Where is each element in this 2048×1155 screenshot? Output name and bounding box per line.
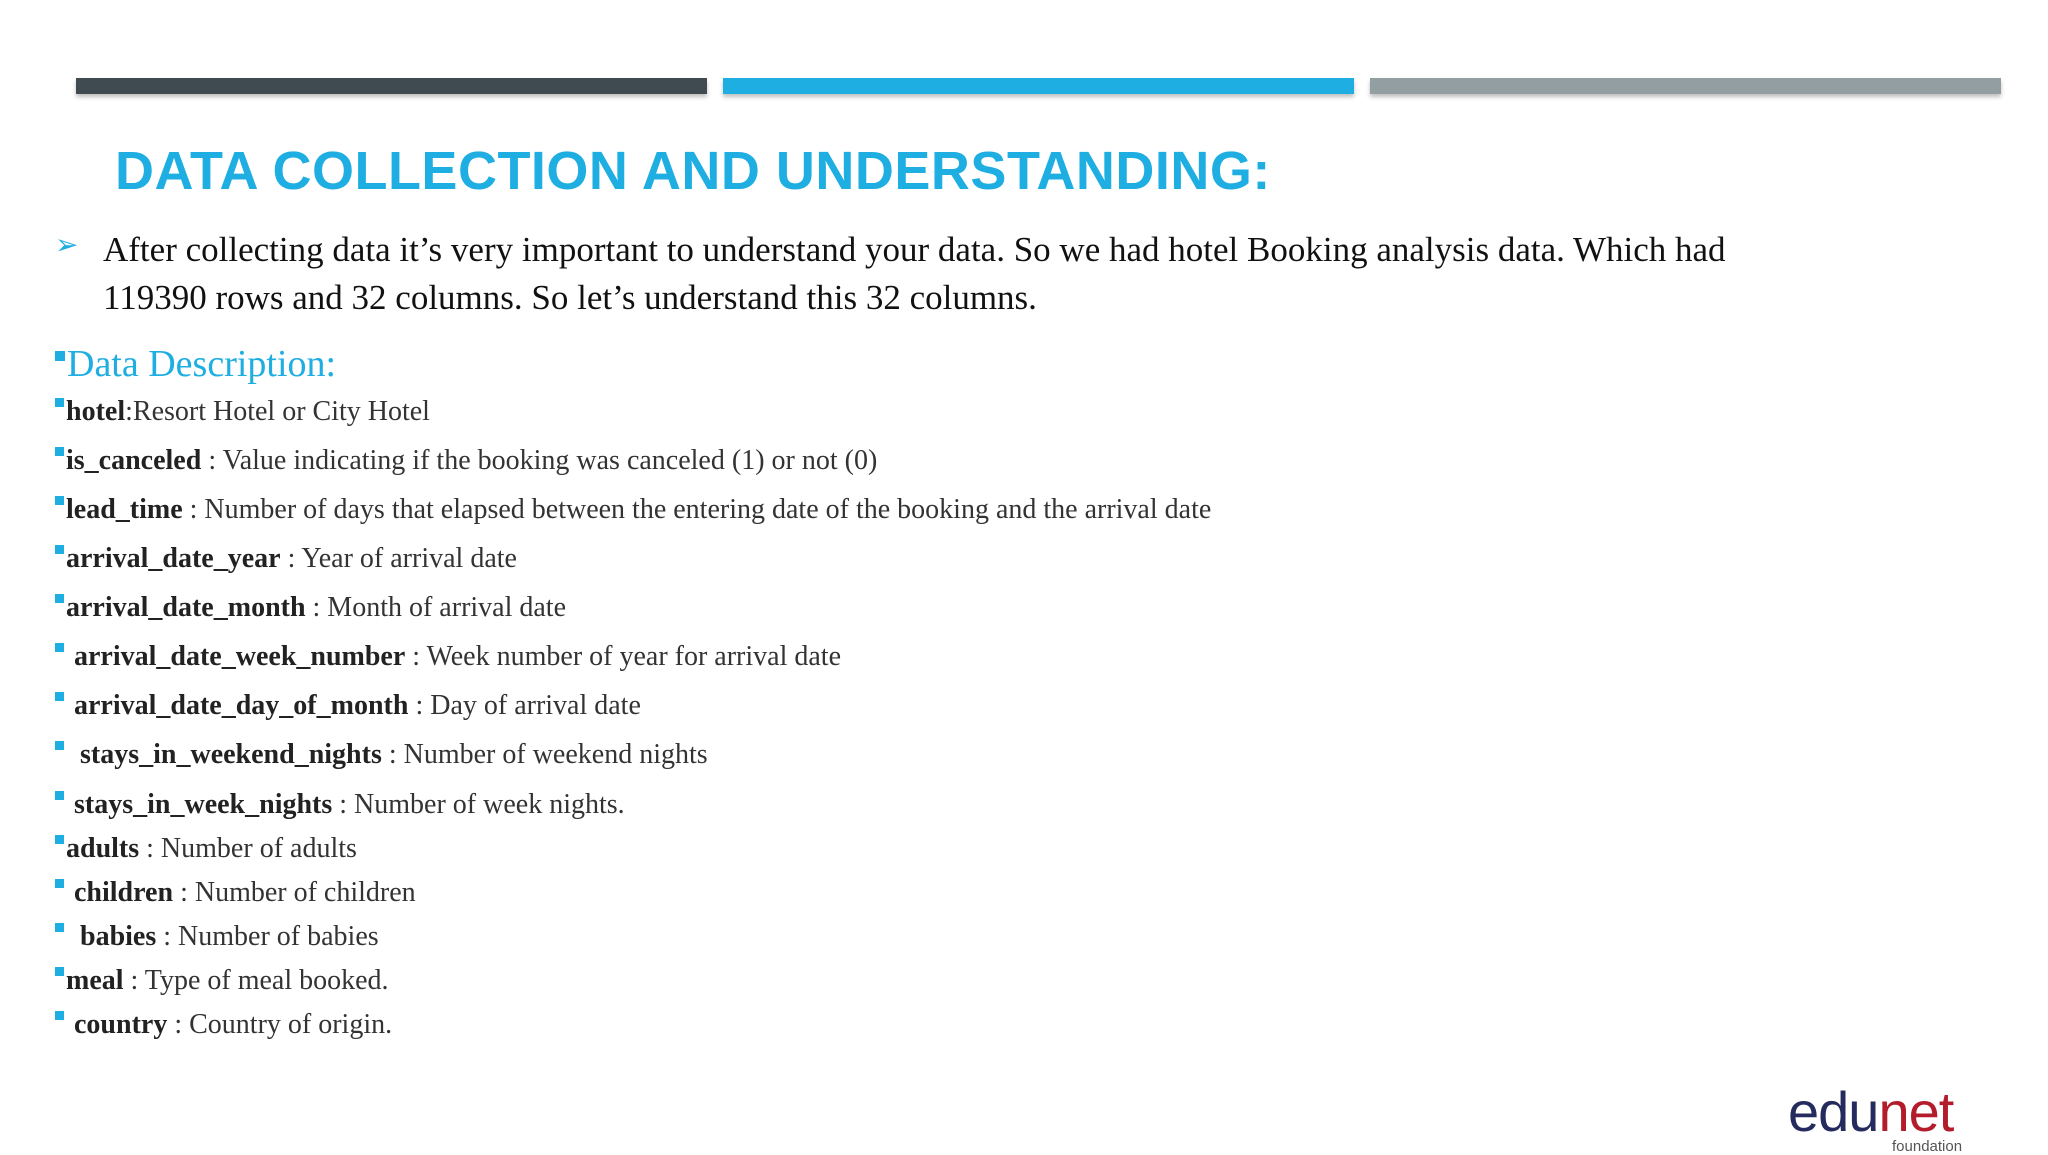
column-name: babies xyxy=(80,921,157,952)
column-name: is_canceled xyxy=(66,445,202,476)
intro-bullet xyxy=(55,226,1815,322)
list-item xyxy=(55,396,430,428)
column-name: lead_time xyxy=(66,494,183,525)
square-bullet-icon xyxy=(55,545,64,554)
list-item xyxy=(55,592,566,624)
column-name: arrival_date_month xyxy=(66,592,306,623)
data-description-label: Data Description: xyxy=(67,343,337,385)
list-item xyxy=(55,833,357,865)
header-bar-dark xyxy=(76,78,707,94)
column-desc: :Resort Hotel or City Hotel xyxy=(125,396,430,427)
list-item xyxy=(55,965,389,997)
square-bullet-icon xyxy=(55,692,64,701)
column-name: country xyxy=(74,1009,168,1040)
column-desc: : Number of week nights. xyxy=(332,789,625,820)
column-desc: : Week number of year for arrival date xyxy=(405,641,841,672)
column-desc: : Month of arrival date xyxy=(305,592,567,623)
square-bullet-icon xyxy=(55,791,64,800)
column-name: arrival_date_year xyxy=(66,543,281,574)
logo-edu: edu xyxy=(1788,1080,1879,1143)
list-item xyxy=(55,690,641,722)
column-desc: : Number of weekend nights xyxy=(381,739,708,770)
square-bullet-icon xyxy=(55,741,64,750)
column-desc: : Value indicating if the booking was canceled (1) or not (0) xyxy=(201,445,878,476)
list-item xyxy=(55,543,517,575)
column-name: arrival_date_week_number xyxy=(74,641,406,672)
column-name: stays_in_weekend_nights xyxy=(80,739,382,770)
logo-wordmark xyxy=(1788,1080,1954,1143)
square-bullet-icon xyxy=(55,496,64,505)
list-item xyxy=(55,877,416,909)
square-bullet-icon xyxy=(55,923,64,932)
arrow-bullet-icon: ➢ xyxy=(55,228,79,261)
list-item xyxy=(55,641,841,673)
square-bullet-icon xyxy=(55,351,65,361)
column-desc: : Day of arrival date xyxy=(408,690,641,721)
column-desc: : Number of babies xyxy=(156,921,379,952)
header-bar-gray xyxy=(1370,78,2001,94)
logo-tagline: foundation xyxy=(1892,1138,1963,1155)
column-name: meal xyxy=(66,965,124,996)
column-desc: : Country of origin. xyxy=(167,1009,393,1040)
column-name: children xyxy=(74,877,174,908)
square-bullet-icon xyxy=(55,879,64,888)
column-name: adults xyxy=(66,833,140,864)
header-bar-blue xyxy=(723,78,1354,94)
square-bullet-icon xyxy=(55,398,64,407)
column-name: hotel xyxy=(66,396,126,427)
logo-net: net xyxy=(1878,1080,1954,1143)
square-bullet-icon xyxy=(55,1011,64,1020)
list-item xyxy=(55,921,379,953)
column-desc: : Number of children xyxy=(173,877,416,908)
slide-title: DATA COLLECTION AND UNDERSTANDING: xyxy=(115,141,1271,201)
column-desc: : Number of adults xyxy=(139,833,357,864)
square-bullet-icon xyxy=(55,447,64,456)
column-name: stays_in_week_nights xyxy=(74,789,333,820)
column-desc: : Year of arrival date xyxy=(280,543,517,574)
square-bullet-icon xyxy=(55,967,64,976)
square-bullet-icon xyxy=(55,835,64,844)
column-desc: : Type of meal booked. xyxy=(123,965,389,996)
list-item xyxy=(55,445,877,477)
column-name: arrival_date_day_of_month xyxy=(74,690,409,721)
square-bullet-icon xyxy=(55,643,64,652)
list-item xyxy=(55,494,1211,526)
data-description-heading xyxy=(55,342,336,386)
intro-text: After collecting data it’s very important to understand your data. So we had hotel Booking analysis data. Which had 119390 rows and 32 columns. So let’s understand this 32 columns. xyxy=(103,230,1726,317)
list-item xyxy=(55,1009,392,1041)
list-item xyxy=(55,739,708,771)
square-bullet-icon xyxy=(55,594,64,603)
column-desc: : Number of days that elapsed between the entering date of the booking and the arrival date xyxy=(182,494,1212,525)
list-item xyxy=(55,789,625,821)
